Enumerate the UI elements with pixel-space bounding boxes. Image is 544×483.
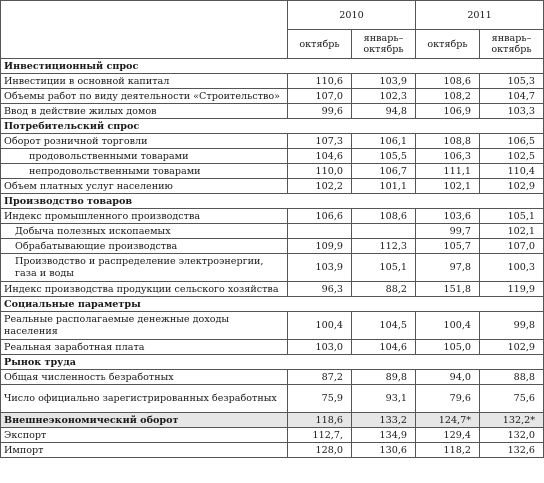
value-cell: 75,9 xyxy=(288,385,352,413)
value-cell: 129,4 xyxy=(416,428,480,443)
table-body xyxy=(1,1,544,458)
value-cell: 102,5 xyxy=(480,149,544,164)
value-cell: 105,7 xyxy=(416,239,480,254)
value-cell: 99,6 xyxy=(288,104,352,119)
row-label: Обрабатывающие производства xyxy=(1,239,288,254)
value-cell: 106,3 xyxy=(416,149,480,164)
value-cell: 109,9 xyxy=(288,239,352,254)
value-cell: 94,8 xyxy=(352,104,416,119)
row-label: Экспорт xyxy=(1,428,288,443)
row-label: Индекс промышленного производства xyxy=(1,209,288,224)
row-label: непродовольственными товарами xyxy=(1,164,288,179)
section-heading: Производство товаров xyxy=(1,194,544,209)
value-cell: 104,5 xyxy=(352,312,416,340)
row-label: Объемы работ по виду деятельности «Строительство» xyxy=(1,89,288,104)
value-cell: 102,1 xyxy=(416,179,480,194)
value-cell: 124,7* xyxy=(416,413,480,428)
value-cell: 104,7 xyxy=(480,89,544,104)
value-cell: 106,7 xyxy=(352,164,416,179)
row-label: Внешнеэкономический оборот xyxy=(1,413,288,428)
year-header-2010: 2010 xyxy=(288,1,416,30)
value-cell: 103,3 xyxy=(480,104,544,119)
row-label: Ввод в действие жилых домов xyxy=(1,104,288,119)
value-cell: 108,8 xyxy=(416,134,480,149)
value-cell: 106,5 xyxy=(480,134,544,149)
row-label: Реальные располагаемые денежные доходы населения xyxy=(1,312,288,340)
value-cell: 103,9 xyxy=(352,74,416,89)
subcol-header: октябрь xyxy=(416,30,480,59)
value-cell: 93,1 xyxy=(352,385,416,413)
value-cell: 102,9 xyxy=(480,340,544,355)
value-cell: 112,7, xyxy=(288,428,352,443)
table-row xyxy=(1,254,544,282)
value-cell: 88,2 xyxy=(352,282,416,297)
value-cell: 103,9 xyxy=(288,254,352,282)
table-row xyxy=(1,312,544,340)
row-label: Реальная заработная плата xyxy=(1,340,288,355)
value-cell: 103,6 xyxy=(416,209,480,224)
row-label: Добыча полезных ископаемых xyxy=(1,224,288,239)
table-row xyxy=(1,89,544,104)
value-cell: 134,9 xyxy=(352,428,416,443)
table-row xyxy=(1,179,544,194)
section-row xyxy=(1,119,544,134)
header-row-years xyxy=(1,1,544,30)
row-label: продовольственными товарами xyxy=(1,149,288,164)
value-cell: 112,3 xyxy=(352,239,416,254)
value-cell: 128,0 xyxy=(288,443,352,458)
value-cell: 107,0 xyxy=(288,89,352,104)
table-row xyxy=(1,428,544,443)
row-label: Инвестиции в основной капитал xyxy=(1,74,288,89)
value-cell: 133,2 xyxy=(352,413,416,428)
value-cell: 110,6 xyxy=(288,74,352,89)
value-cell: 108,6 xyxy=(352,209,416,224)
value-cell: 132,6 xyxy=(480,443,544,458)
value-cell: 100,3 xyxy=(480,254,544,282)
section-row xyxy=(1,59,544,74)
value-cell: 105,5 xyxy=(352,149,416,164)
value-cell: 79,6 xyxy=(416,385,480,413)
table-row xyxy=(1,340,544,355)
value-cell: 94,0 xyxy=(416,370,480,385)
year-header-2011: 2011 xyxy=(416,1,544,30)
value-cell: 118,6 xyxy=(288,413,352,428)
value-cell: 104,6 xyxy=(352,340,416,355)
value-cell: 132,2* xyxy=(480,413,544,428)
table-row xyxy=(1,74,544,89)
row-label: Общая численность безработных xyxy=(1,370,288,385)
value-cell: 151,8 xyxy=(416,282,480,297)
table-row xyxy=(1,134,544,149)
section-row xyxy=(1,297,544,312)
value-cell: 107,0 xyxy=(480,239,544,254)
subcol-header: январь– октябрь xyxy=(352,30,416,59)
value-cell: 105,1 xyxy=(480,209,544,224)
table-row xyxy=(1,370,544,385)
header-corner-cell xyxy=(1,1,288,59)
value-cell: 89,8 xyxy=(352,370,416,385)
section-row xyxy=(1,194,544,209)
value-cell: 100,4 xyxy=(416,312,480,340)
value-cell: 100,4 xyxy=(288,312,352,340)
value-cell: 118,2 xyxy=(416,443,480,458)
table-row xyxy=(1,209,544,224)
table-row xyxy=(1,443,544,458)
value-cell: 102,3 xyxy=(352,89,416,104)
value-cell: 106,6 xyxy=(288,209,352,224)
row-label: Число официально зарегистрированных безработных xyxy=(1,385,288,413)
value-cell: 87,2 xyxy=(288,370,352,385)
subcol-header: октябрь xyxy=(288,30,352,59)
row-label: Индекс производства продукции сельского хозяйства xyxy=(1,282,288,297)
value-cell: 103,0 xyxy=(288,340,352,355)
table-row xyxy=(1,282,544,297)
value-cell: 105,3 xyxy=(480,74,544,89)
value-cell: 108,6 xyxy=(416,74,480,89)
value-cell: 119,9 xyxy=(480,282,544,297)
row-label: Производство и распределение электроэнергии, газа и воды xyxy=(1,254,288,282)
section-heading: Социальные параметры xyxy=(1,297,544,312)
table-row xyxy=(1,149,544,164)
value-cell: 102,1 xyxy=(480,224,544,239)
table-row xyxy=(1,385,544,413)
table-row xyxy=(1,164,544,179)
value-cell: 97,8 xyxy=(416,254,480,282)
section-heading: Потребительский спрос xyxy=(1,119,544,134)
row-label: Объем платных услуг населению xyxy=(1,179,288,194)
value-cell xyxy=(352,224,416,239)
value-cell: 99,8 xyxy=(480,312,544,340)
section-heading: Рынок труда xyxy=(1,355,544,370)
value-cell: 108,2 xyxy=(416,89,480,104)
value-cell: 75,6 xyxy=(480,385,544,413)
value-cell: 110,0 xyxy=(288,164,352,179)
value-cell: 105,1 xyxy=(352,254,416,282)
row-label: Оборот розничной торговли xyxy=(1,134,288,149)
value-cell: 88,8 xyxy=(480,370,544,385)
value-cell: 104,6 xyxy=(288,149,352,164)
table-row xyxy=(1,239,544,254)
value-cell: 99,7 xyxy=(416,224,480,239)
section-row xyxy=(1,355,544,370)
value-cell: 107,3 xyxy=(288,134,352,149)
value-cell: 106,1 xyxy=(352,134,416,149)
value-cell: 96,3 xyxy=(288,282,352,297)
table-row xyxy=(1,104,544,119)
value-cell: 111,1 xyxy=(416,164,480,179)
value-cell: 105,0 xyxy=(416,340,480,355)
value-cell: 101,1 xyxy=(352,179,416,194)
subcol-header: январь– октябрь xyxy=(480,30,544,59)
value-cell: 106,9 xyxy=(416,104,480,119)
table-row xyxy=(1,224,544,239)
value-cell: 130,6 xyxy=(352,443,416,458)
table-row xyxy=(1,413,544,428)
value-cell: 102,9 xyxy=(480,179,544,194)
value-cell: 102,2 xyxy=(288,179,352,194)
value-cell: 110,4 xyxy=(480,164,544,179)
row-label: Импорт xyxy=(1,443,288,458)
section-heading: Инвестиционный спрос xyxy=(1,59,544,74)
value-cell: 132,0 xyxy=(480,428,544,443)
value-cell xyxy=(288,224,352,239)
